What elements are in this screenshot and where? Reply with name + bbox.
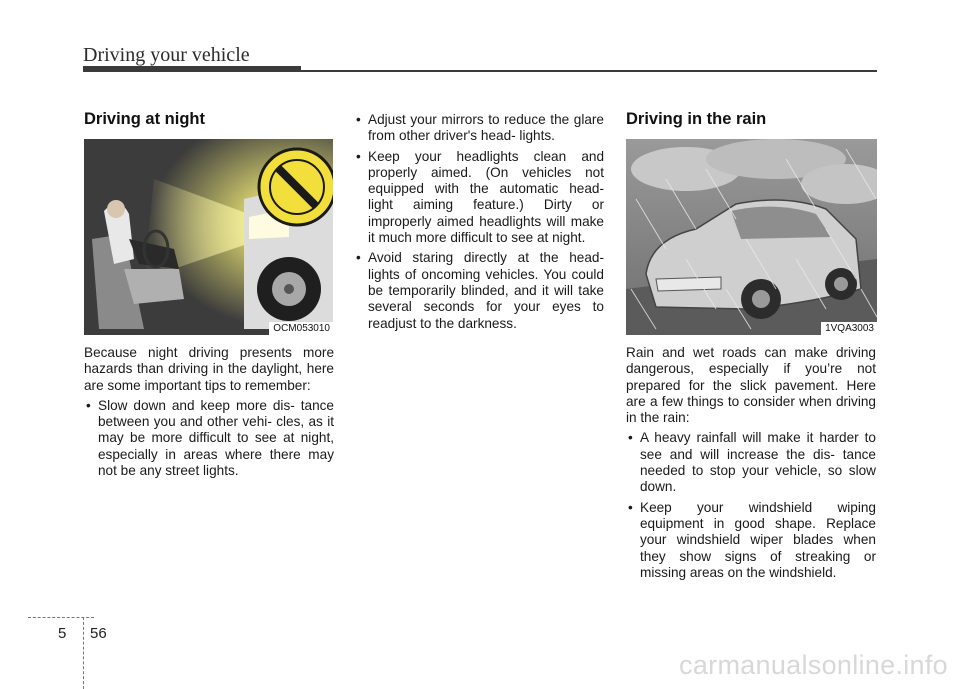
figure-code: OCM053010 — [269, 322, 333, 335]
rain-driving-illustration — [626, 139, 877, 335]
night-tips-list-1 — [84, 398, 334, 479]
bullet-icon: • — [356, 148, 361, 164]
list-item: • Adjust your mirrors to reduce the glare from other driver's head- lights. — [356, 112, 604, 144]
no-entry-sign-icon — [259, 149, 333, 225]
header-bar — [83, 66, 301, 72]
rain-intro-paragraph: Rain and wet roads can make driving dangerous, especially if you’re not prepared for the slick pavement. Here are a few things to consider when driving in the rain: — [626, 345, 876, 426]
rain-tips-list — [626, 430, 876, 581]
watermark: carmanualsonline.info — [679, 650, 948, 680]
bullet-icon: • — [356, 250, 361, 266]
list-item: • A heavy rainfall will make it harder to see and will increase the dis- tance needed to stop your vehicle, so slow down. — [628, 430, 876, 495]
rain-heading: Driving in the rain — [626, 110, 767, 128]
bullet-icon: • — [86, 397, 91, 413]
bullet-icon: • — [628, 430, 633, 446]
bullet-icon: • — [356, 112, 361, 127]
page-number: 56 — [90, 625, 107, 642]
list-item: • Slow down and keep more dis- tance between you and other vehi- cles, as it may be more difficult to see at night, especially in areas where there may not be any street lights. — [86, 397, 334, 479]
night-tips-continued — [354, 112, 604, 336]
page-header-title: Driving your vehicle — [83, 44, 250, 66]
figure-code: 1VQA3003 — [821, 322, 877, 335]
night-column — [84, 110, 334, 483]
header-rule — [301, 70, 877, 72]
list-item: • Avoid staring directly at the head- lights of oncoming vehicles. You could be temporarily blinded, and it will take several seconds for your eyes to readjust to the darkness. — [356, 250, 604, 331]
night-tips-list-2 — [354, 112, 604, 332]
rain-column — [626, 110, 876, 585]
list-item: • Keep your windshield wiping equipment in good shape. Replace your windshield wiper blades when they show signs of streaking or missing areas on the windshield. — [628, 499, 876, 580]
night-intro-paragraph: Because night driving presents more hazards than driving in the daylight, here are some important tips to remember: — [84, 345, 334, 393]
bullet-icon: • — [628, 499, 633, 515]
list-item: • Keep your headlights clean and properly aimed. (On vehicles not equipped with the automatic head- light aiming feature.) Dirty or improperly aimed headlights will make it much more difficult to see at night. — [356, 148, 604, 246]
night-heading: Driving at night — [84, 110, 205, 128]
night-driving-figure — [84, 139, 333, 335]
rain-driving-figure — [626, 139, 877, 335]
night-driving-illustration — [84, 139, 333, 335]
footer-divider — [83, 617, 84, 689]
chapter-number: 5 — [58, 625, 67, 642]
footer-rule — [28, 617, 94, 618]
